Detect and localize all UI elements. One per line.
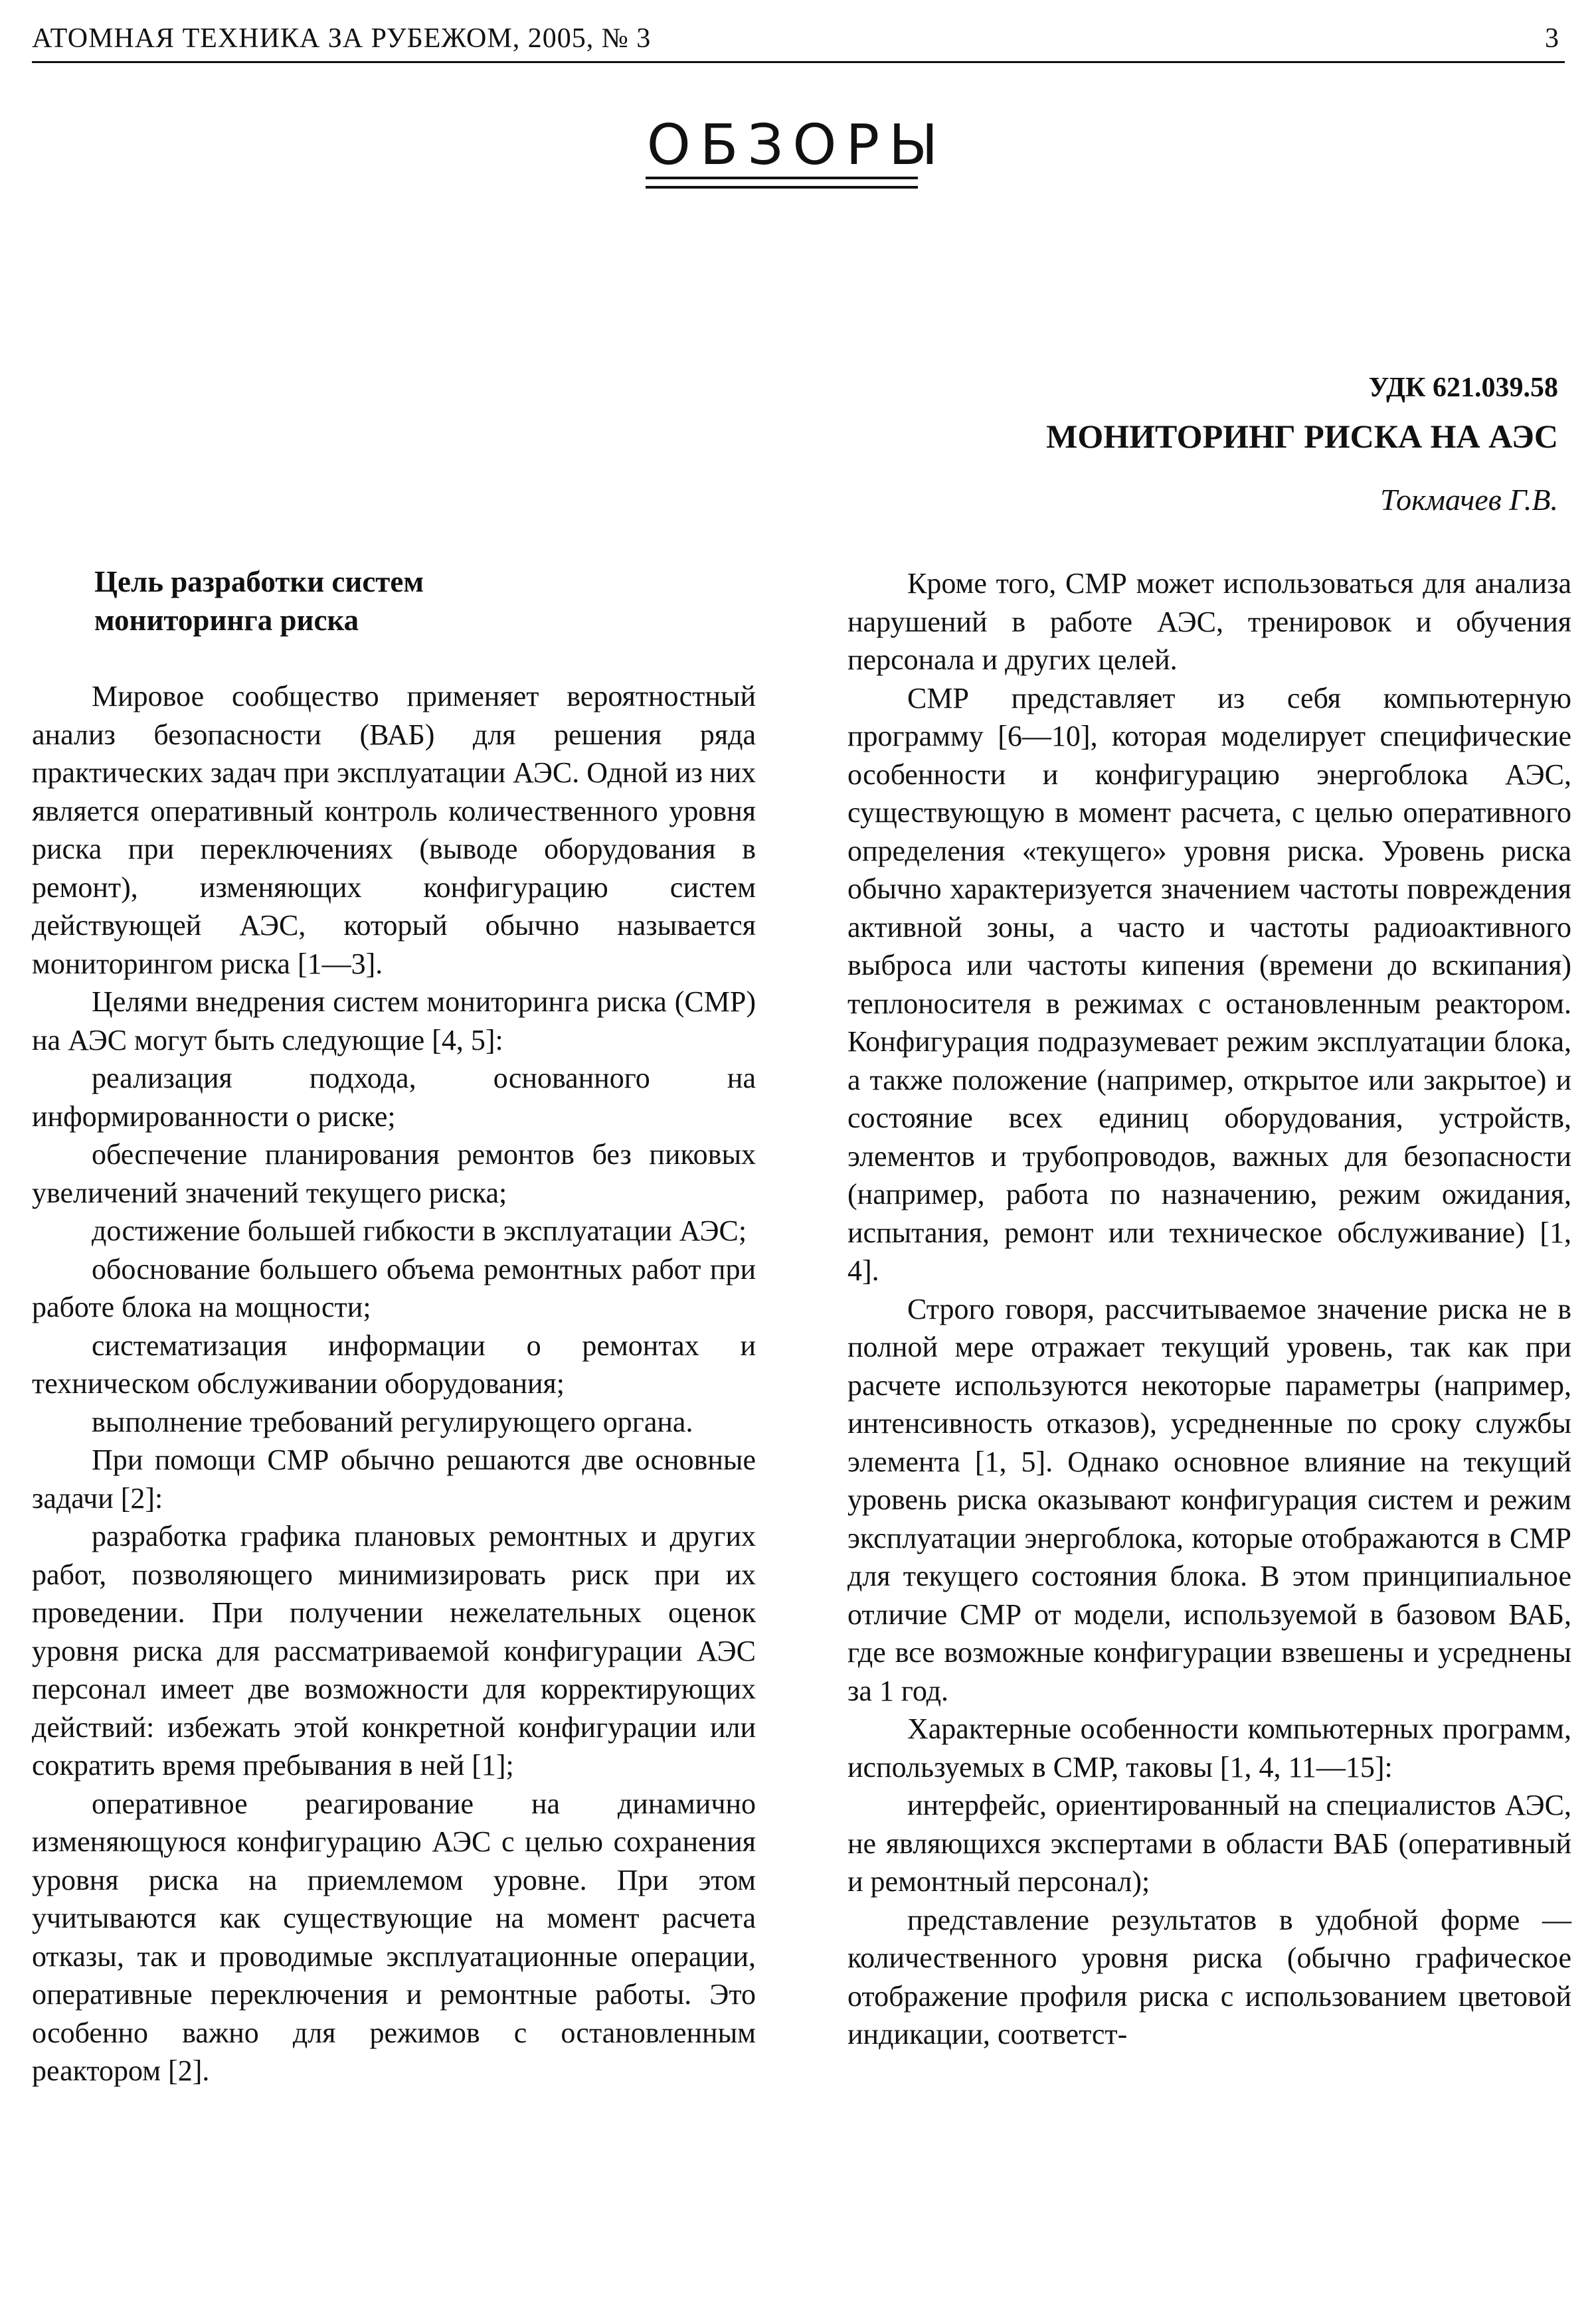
paragraph: Мировое сообщество применяет вероятностный анализ безопасности (ВАБ) для решения ряда практических задач при эксплуатации АЭС. Одной из них является оперативный контроль количественного уровня риска при переключениях (выводе оборудования в ремонт), изменяющих конфигурацию систем действующей АЭС, который обычно называется мониторингом риска [1—3]. xyxy=(32,680,756,980)
running-head xyxy=(32,23,1559,64)
paragraph: Характерные особенности компьютерных программ, используемых в СМР, таковы [1, 4, 11—15]: xyxy=(847,1712,1571,1784)
left-column xyxy=(32,563,756,2090)
paragraph: Кроме того, СМР может использоваться для анализа нарушений в работе АЭС, тренировок и обучения персонала и других целей. xyxy=(847,567,1571,676)
list-item: систематизация информации о ремонтах и техническом обслуживании оборудования; xyxy=(32,1329,756,1400)
journal-title: АТОМНАЯ ТЕХНИКА ЗА РУБЕЖОМ, 2005, № 3 xyxy=(32,23,652,54)
list-item: обоснование большего объема ремонтных работ при работе блока на мощности; xyxy=(32,1252,756,1323)
list-item: разработка графика плановых ремонтных и других работ, позволяющего минимизировать риск при их проведении. При получении нежелательных оценок уровня риска для рассматриваемой конфигурации АЭС персонал имеет две возможности для корректирующих действий: избежать этой конкретной конфигурации или сократить время пребывания в ней [1]; xyxy=(32,1520,756,1782)
subheading-line: мониторинга риска xyxy=(94,603,359,637)
section-title-rule-top xyxy=(646,177,918,179)
udc-code: УДК 621.039.58 xyxy=(1368,373,1558,403)
subheading-line: Цель разработки систем xyxy=(94,565,424,598)
article-title: МОНИТОРИНГ РИСКА НА АЭС xyxy=(1046,418,1558,455)
header-rule xyxy=(32,61,1565,63)
paragraph: Строго говоря, рассчитываемое значение риска не в полной мере отражает текущий уровень, так как при расчете используются некоторые параметры (например, интенсивность отказов), усредненные по сроку службы элемента [1, 5]. Однако основное влияние на текущий уровень риска оказывают конфигурация систем и режим эксплуатации энергоблока, которые отображаются в СМР для текущего состояния блока. В этом принципиальное отличие СМР от модели, используемой в базовом ВАБ, где все возможные конфигурации взвешены и усреднены за 1 год. xyxy=(847,1292,1571,1707)
paragraph: При помощи СМР обычно решаются две основные задачи [2]: xyxy=(32,1444,756,1515)
paragraph: Целями внедрения систем мониторинга риска (СМР) на АЭС могут быть следующие [4, 5]: xyxy=(32,985,756,1056)
list-item: обеспечение планирования ремонтов без пиковых увеличений значений текущего риска; xyxy=(32,1138,756,1209)
list-item: оперативное реагирование на динамично изменяющуюся конфигурацию АЭС с целью сохранения уровня риска на приемлемом уровне. При этом учитываются как существующие на момент расчета отказы, так и проводимые эксплуатационные операции, оперативные переключения и ремонтные работы. Это особенно важно для режимов с остановленным реактором [2]. xyxy=(32,1787,756,2087)
article-author: Токмачев Г.В. xyxy=(1380,483,1558,517)
subheading xyxy=(94,563,756,639)
list-item: представление результатов в удобной форме — количественного уровня риска (обычно графическое отображение профиля риска с использованием цветовой индикации, соответст- xyxy=(847,1903,1571,2050)
list-item: достижение большей гибкости в эксплуатации АЭС; xyxy=(92,1214,747,1247)
list-item: реализация подхода, основанного на информированности о риске; xyxy=(32,1062,756,1133)
list-item: выполнение требований регулирующего органа. xyxy=(92,1405,693,1438)
paragraph: СМР представляет из себя компьютерную программу [6—10], которая моделирует специфические особенности и конфигурацию энергоблока АЭС, существующую в момент расчета, с целью оперативного определения «текущего» уровня риска. Уровень риска обычно характеризуется значением частоты повреждения активной зоны, а часто и частоты радиоактивного выброса или частоты кипения (времени до вскипания) теплоносителя в режимах с остановленным реактором. Конфигурация подразумевает режим эксплуатации блока, а также положение (например, открытое или закрытое) и состояние всех единиц оборудования, устройств, элементов и трубопроводов, важных для безопасности (например, работа по назначению, режим ожидания, испытания, ремонт или техническое обслуживание) [1, 4]. xyxy=(847,681,1571,1287)
list-item: интерфейс, ориентированный на специалистов АЭС, не являющихся экспертами в области ВАБ (оперативный и ремонтный персонал); xyxy=(847,1789,1571,1898)
right-column xyxy=(847,564,1571,2054)
page-number: 3 xyxy=(1545,23,1559,54)
section-title: ОБЗОРЫ xyxy=(646,112,948,177)
section-title-rule-bottom xyxy=(646,186,918,189)
